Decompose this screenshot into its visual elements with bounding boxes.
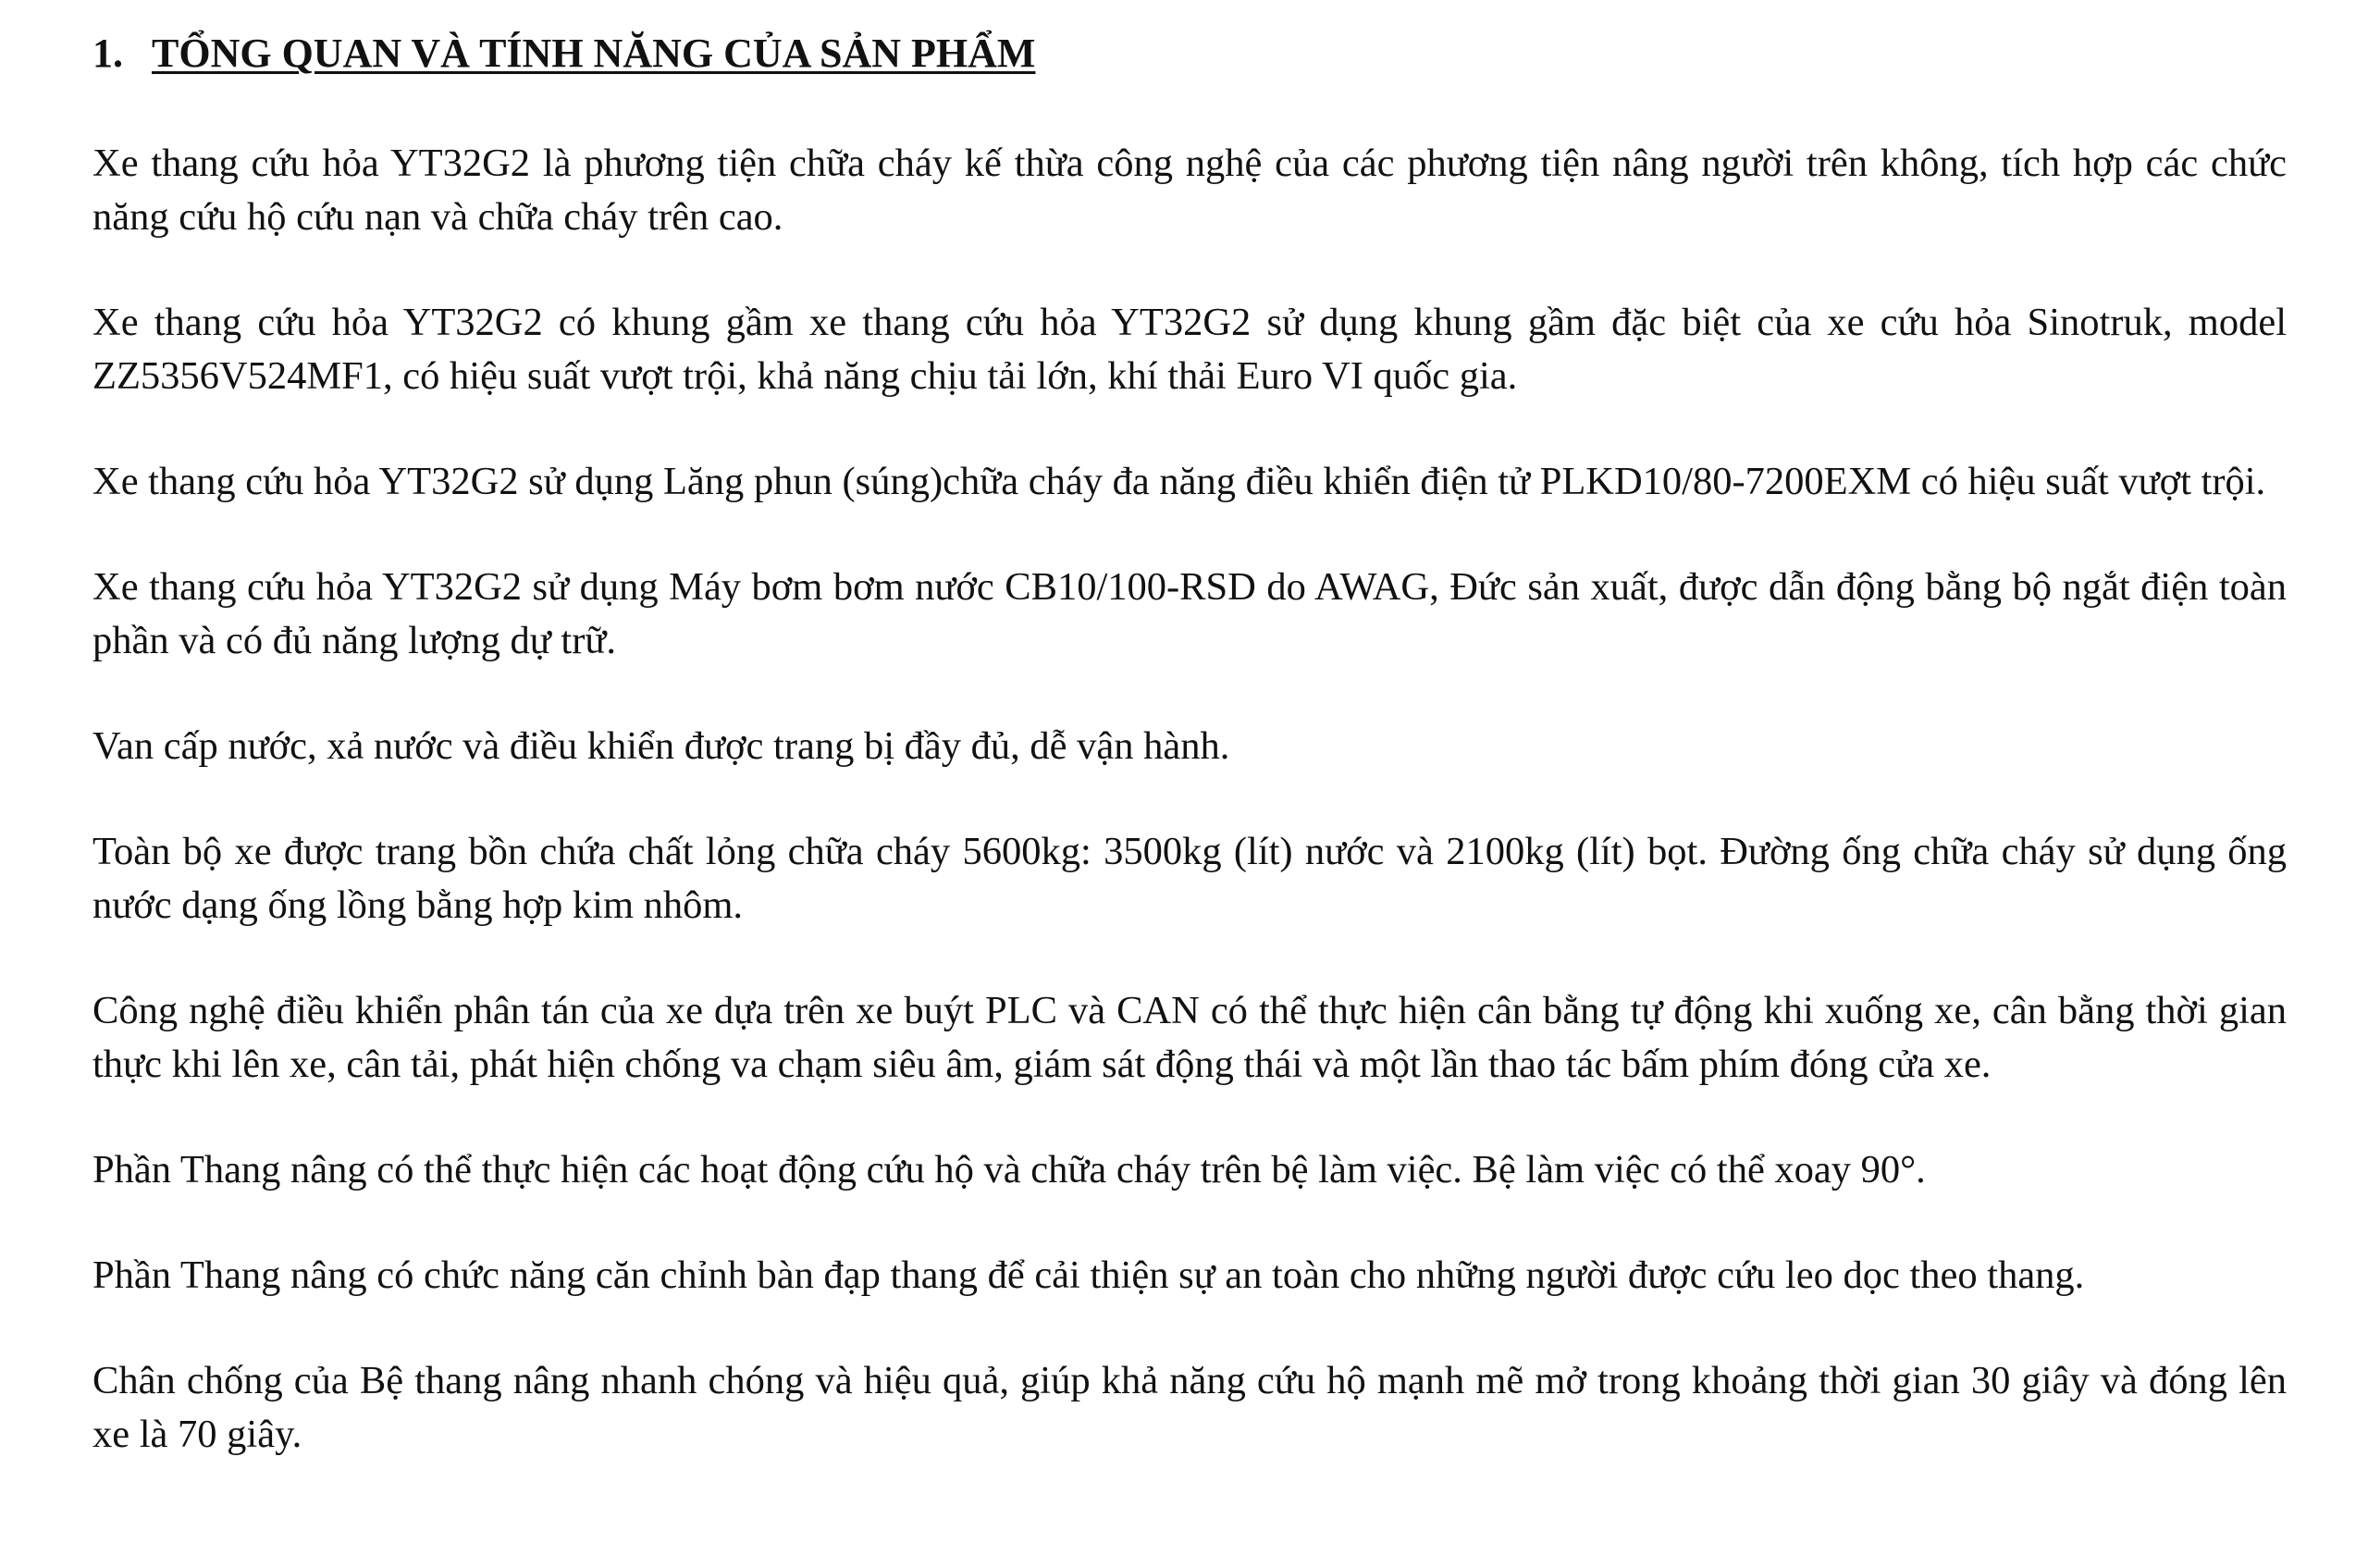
section-number: 1. [92,31,123,76]
paragraph-overview: Xe thang cứu hỏa YT32G2 là phương tiện chữa cháy kế thừa công nghệ của các phương tiện nâng người trên không, tích hợp các chức năng cứu hộ cứu nạn và chữa cháy trên cao. [92,142,2287,239]
paragraph-tank: Toàn bộ xe được trang bồn chứa chất lỏng chữa cháy 5600kg: 3500kg (lít) nước và 2100kg (lít) bọt. Đường ống chữa cháy sử dụng ống nước dạng ống lồng bằng hợp kim nhôm. [92,830,2287,927]
paragraph-monitor: Xe thang cứu hỏa YT32G2 sử dụng Lăng phun (súng)chữa cháy đa năng điều khiển điện tử PLKD10/80-7200EXM có hiệu suất vượt trội. [92,460,2266,503]
paragraph-platform: Phần Thang nâng có thể thực hiện các hoạt động cứu hộ và chữa cháy trên bệ làm việc. Bệ làm việc có thể xoay 90°. [92,1148,1926,1191]
paragraph-outriggers: Chân chống của Bệ thang nâng nhanh chóng và hiệu quả, giúp khả năng cứu hộ mạnh mẽ mở trong khoảng thời gian 30 giây và đóng lên xe là 70 giây. [92,1359,2287,1456]
paragraph-ladder-pedal: Phần Thang nâng có chức năng căn chỉnh bàn đạp thang để cải thiện sự an toàn cho những người được cứu leo dọc theo thang. [92,1253,2085,1297]
section-title: TỔNG QUAN VÀ TÍNH NĂNG CỦA SẢN PHẨM [152,31,1036,76]
paragraph-control-system: Công nghệ điều khiển phân tán của xe dựa trên xe buýt PLC và CAN có thể thực hiện cân bằng tự động khi xuống xe, cân bằng thời gian thực khi lên xe, cân tải, phát hiện chống va chạm siêu âm, giám sát động thái và một lần thao tác bấm phím đóng cửa xe. [92,989,2287,1086]
paragraph-pump: Xe thang cứu hỏa YT32G2 sử dụng Máy bơm bơm nước CB10/100-RSD do AWAG, Đức sản xuất, được dẫn động bằng bộ ngắt điện toàn phần và có đủ năng lượng dự trữ. [92,565,2287,662]
paragraph-chassis: Xe thang cứu hỏa YT32G2 có khung gầm xe thang cứu hỏa YT32G2 sử dụng khung gầm đặc biệt của xe cứu hỏa Sinotruk, model ZZ5356V524MF1, có hiệu suất vượt trội, khả năng chịu tải lớn, khí thải Euro VI quốc gia. [92,301,2287,398]
paragraph-valves: Van cấp nước, xả nước và điều khiển được trang bị đầy đủ, dễ vận hành. [92,724,1230,768]
section-heading [92,26,2368,81]
